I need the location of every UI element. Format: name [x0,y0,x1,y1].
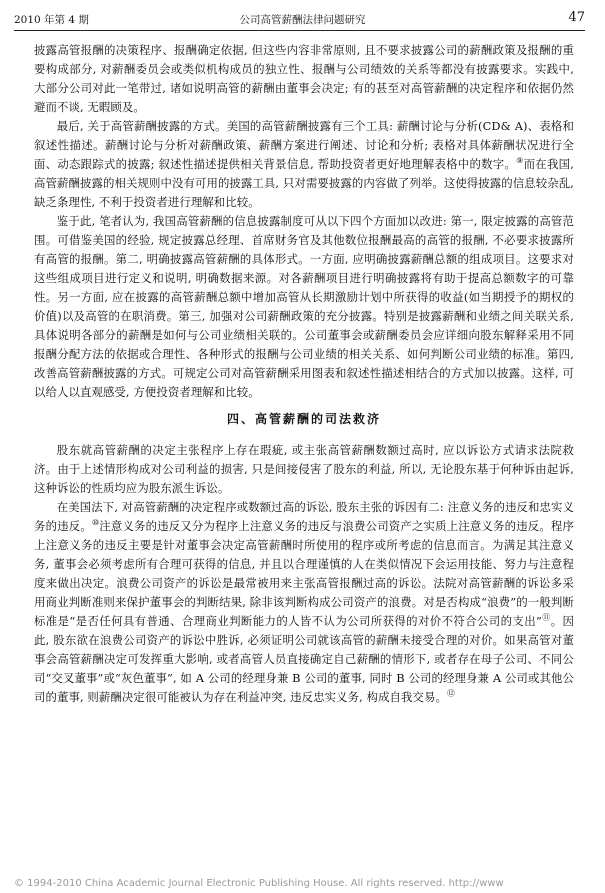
paragraph [34,498,574,707]
running-header [0,10,605,28]
paragraph: 披露高管报酬的决策程序、报酬确定依据, 但这些内容非常原则, 且不要求披露公司的薪酬政策及报酬的重要构成部分, 对薪酬委员会或类似机构成员的独立性、报酬与公司绩效的关系等都没有披露要求。实践中, 大部分公司对此一笔带过, 诸如说明高管的薪酬由董事会决定; 有的甚至对高管薪酬的决定程序和依据仍然避而不谈, 无暇顾及。 [34,43,574,114]
paragraph: 股东就高管薪酬的决定主张程序上存在瑕疵, 或主张高管薪酬数额过高时, 应以诉讼方式请求法院救济。由于上述情形构成对公司利益的损害, 只是间接侵害了股东的利益, 所以, 无论股东基于何种诉由起诉, 这种诉讼的性质均应为股东派生诉讼。 [34,443,574,495]
footnote-mark: ⑪ [541,613,551,623]
footnote-mark: ⑫ [447,689,456,699]
journal-issue: 2010 年第 4 期 [14,14,89,26]
page-number: 47 [568,10,585,25]
paragraph-text: 而在我国, 高管薪酬披露的相关规则中没有可用的披露工具, 只对需要披露的内容做了列举。这使得披露的信息较杂乱, 缺乏条理性, 不利于投资者进行理解和比较。 [34,157,574,209]
section-heading: 四、高管薪酬的司法救济 [226,412,381,426]
footnote-mark: ⑩ [91,518,100,528]
running-title: 公司高管薪酬法律问题研究 [239,14,366,26]
paragraph [34,117,574,212]
paragraph-text: 。因此, 股东欲在浪费公司资产的诉讼中胜诉, 必须证明公司就该高管的薪酬未接受合理的对价。如果高管对董事会高管薪酬决定可发挥重大影响, 或者高管人员直接确定自己薪酬的情形下, 或者存在母子公司、不同公司“交叉董事”或“灰色董事”, 如 A 公司的经理身兼 B 公司的董事, 同时 B 公司的经理身兼 A 公司或其他公司的董事, 则薪酬决定很可能被认为存在利益冲突, 违反忠实义务, 构成自我交易。 [34,614,574,704]
paragraph-text: 在美国法下, 对高管薪酬的决定程序或数额过高的诉讼, 股东主张的诉因有二: 注意义务的违反和忠实义务的违反。 [34,500,574,533]
footnote-mark: ⑨ [516,156,524,166]
article-body [34,41,574,707]
paragraph-text: 注意义务的违反又分为程序上注意义务的违反与浪费公司资产之实质上注意义务的违反。程序上注意义务的违反主要是针对董事会决定高管薪酬时所使用的程序或所考虑的信息而言。为满足其注意义务, 董事会必须考虑所有合理可获得的信息, 并且以合理谨慎的人在类似情况下会运用技能、努力与注意程度来做出决定。浪费公司资产的诉讼是最常被用来主张高管报酬过高的诉讼。法院对高管薪酬的诉讼多采用商业判断准则来保护董事会的判断结果, 除非该判断构成公司资产的浪费。对是否构成“浪费”的一般判断标准是“是否任何具有普通、合理商业判断能力的人皆不认为公司所获得的对价不符合公司的支出” [34,519,574,628]
paragraph: 鉴于此, 笔者认为, 我国高管薪酬的信息披露制度可从以下四个方面加以改进: 第一, 限定披露的高管范围。可借鉴美国的经验, 规定披露总经理、首席财务官及其他数位报酬最高的高管的报酬, 不必要求披露所有高管的报酬。第二, 明确披露高管薪酬的具体形式。一方面, 应明确披露薪酬总额的组成项目。这要求对这些组成项目进行定义和说明, 明确数据来源。对各薪酬项目进行明确披露将有助于提高总额数字的可靠性。另一方面, 应在披露的高管薪酬总额中增加高管从长期激励计划中所获得的收益(如当期授予的期权的价值)以及高管的在职消费。第三, 加强对公司薪酬政策的充分披露。特别是披露薪酬和业绩之间关联关系, 具体说明各部分的薪酬是如何与公司业绩相关联的。公司董事会或薪酬委员会应详细向股东解释采用不同报酬分配方法的依据或合理性、各种形式的报酬与公司业绩的相关关系、如何判断公司业绩的标准。第四, 改善高管薪酬披露的方式。可规定公司对高管薪酬采用图表和叙述性描述相结合的方式加以披露。这样, 可以给人以直观感受, 方便投资者理解和比较。 [34,214,574,399]
header-rule [14,30,585,31]
copyright-footer: © 1994-2010 China Academic Journal Electronic Publishing House. All rights reserved. http://www [14,878,504,889]
paragraph-text: 最后, 关于高管薪酬披露的方式。美国的高管薪酬披露有三个工具: 薪酬讨论与分析(CD& A)、表格和叙述性描述。薪酬讨论与分析对薪酬政策、薪酬方案进行阐述、讨论和分析; 表格对具体薪酬状况进行全面、动态跟踪式的披露; 叙述性描述提供相关背景信息, 帮助投资者更好地理解表格中的数字。 [34,119,574,171]
